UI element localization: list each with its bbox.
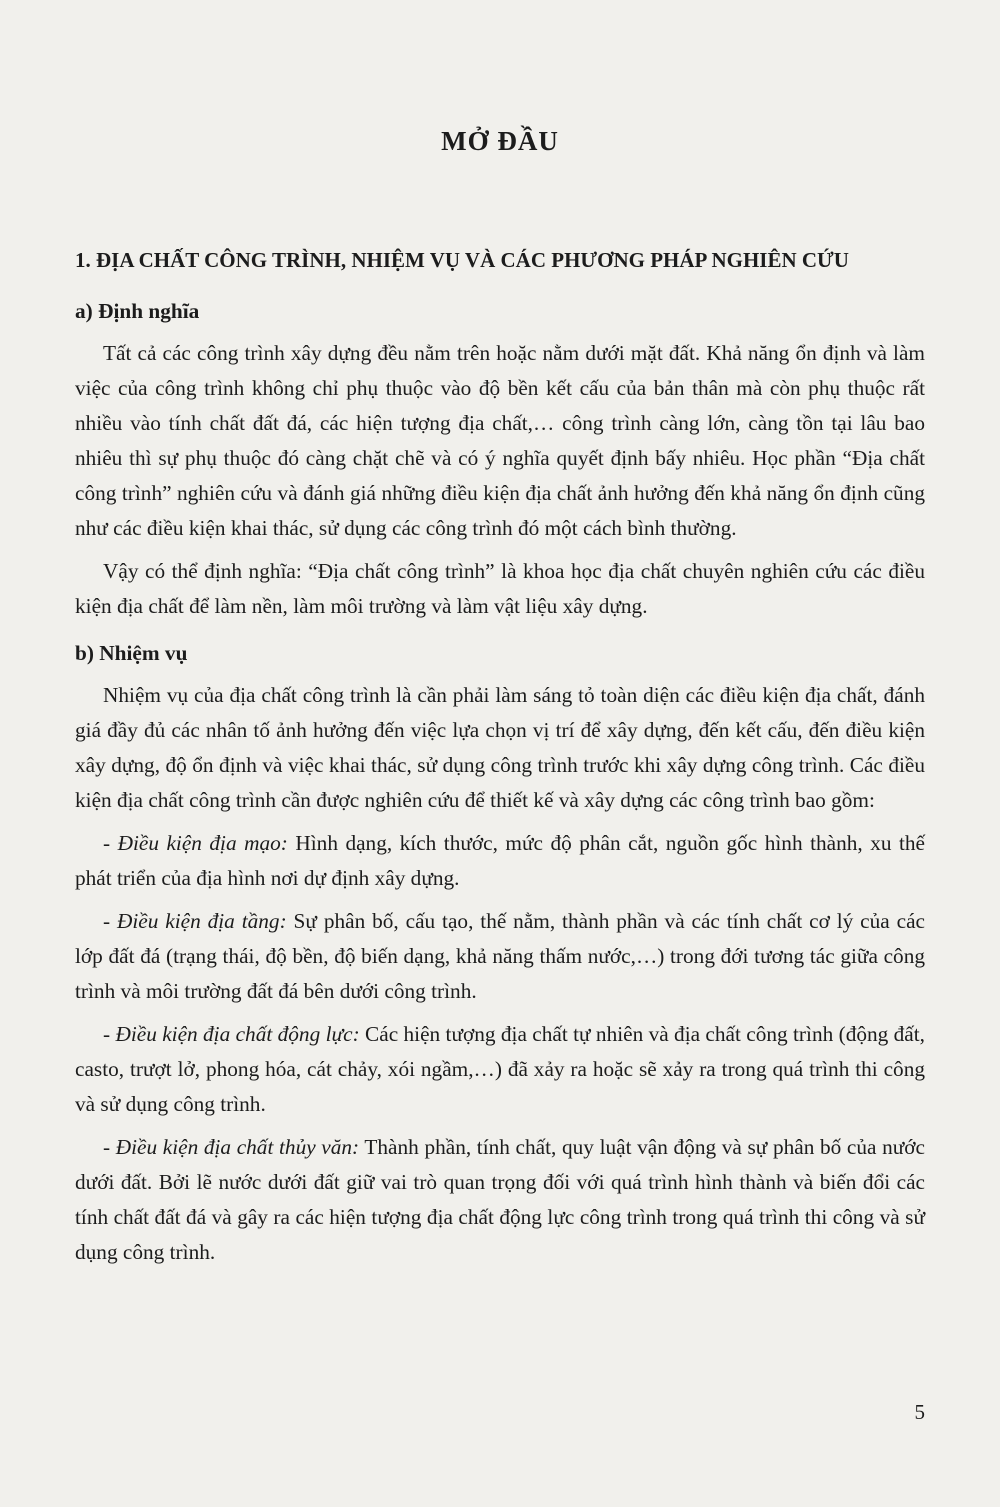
list-item [75, 904, 925, 1009]
paragraph: Vậy có thể định nghĩa: “Địa chất công trình” là khoa học địa chất chuyên nghiên cứu các điều kiện địa chất để làm nền, làm môi trường và làm vật liệu xây dựng. [75, 559, 925, 618]
page-number: 5 [914, 1400, 925, 1424]
item-label: - Điều kiện địa mạo: [103, 831, 288, 855]
list-item [75, 1017, 925, 1122]
item-label: - Điều kiện địa tầng: [103, 909, 287, 933]
body-text [75, 294, 925, 1278]
item-label: - Điều kiện địa chất động lực: [103, 1022, 360, 1046]
item-text: Thành phần, tính chất, quy luật vận động và sự phân bố của nước dưới đất. Bởi lẽ nước dưới đất giữ vai trò quan trọng đối với quá trình hình thành và biến đổi các tính chất đất đá và gây ra các hiện tượng địa chất động lực công trình trong quá trình thi công và sử dụng công trình. [75, 1135, 925, 1264]
paragraph: Tất cả các công trình xây dựng đều nằm trên hoặc nằm dưới mặt đất. Khả năng ổn định và làm việc của công trình không chỉ phụ thuộc vào độ bền kết cấu của bản thân mà còn phụ thuộc rất nhiều vào tính chất đất đá, các hiện tượng địa chất,… công trình càng lớn, càng tồn tại lâu bao nhiêu thì sự phụ thuộc đó càng chặt chẽ và có ý nghĩa quyết định bấy nhiêu. Học phần “Địa chất công trình” nghiên cứu và đánh giá những điều kiện địa chất ảnh hưởng đến khả năng ổn định cũng như các điều kiện khai thác, sử dụng các công trình đó một cách bình thường. [75, 341, 925, 540]
section-heading: 1. ĐỊA CHẤT CÔNG TRÌNH, NHIỆM VỤ VÀ CÁC PHƯƠNG PHÁP NGHIÊN CỨU [75, 248, 849, 272]
list-item [75, 1130, 925, 1270]
list-item [75, 826, 925, 896]
item-label: - Điều kiện địa chất thủy văn: [103, 1135, 360, 1159]
subheading-definition: a) Định nghĩa [75, 299, 200, 323]
item-text: Hình dạng, kích thước, mức độ phân cắt, nguồn gốc hình thành, xu thế phát triển của địa hình nơi dự định xây dựng. [75, 831, 925, 890]
page-title: MỞ ĐẦU [441, 126, 559, 156]
paragraph: Nhiệm vụ của địa chất công trình là cần phải làm sáng tỏ toàn diện các điều kiện địa chất, đánh giá đầy đủ các nhân tố ảnh hưởng đến việc lựa chọn vị trí để xây dựng, đến kết cấu, đến điều kiện xây dựng, độ ổn định và việc khai thác, sử dụng công trình trước khi xây dựng công trình. Các điều kiện địa chất công trình cần được nghiên cứu để thiết kế và xây dựng các công trình bao gồm: [75, 683, 925, 812]
item-text: Sự phân bố, cấu tạo, thế nằm, thành phần và các tính chất cơ lý của các lớp đất đá (trạng thái, độ bền, độ biến dạng, khả năng thấm nước,…) trong đới tương tác giữa công trình và môi trường đất đá bên dưới công trình. [75, 909, 925, 1003]
subheading-tasks: b) Nhiệm vụ [75, 641, 188, 665]
item-text: Các hiện tượng địa chất tự nhiên và địa chất công trình (động đất, casto, trượt lở, phong hóa, cát chảy, xói ngầm,…) đã xảy ra hoặc sẽ xảy ra trong quá trình thi công và sử dụng công trình. [75, 1022, 925, 1116]
